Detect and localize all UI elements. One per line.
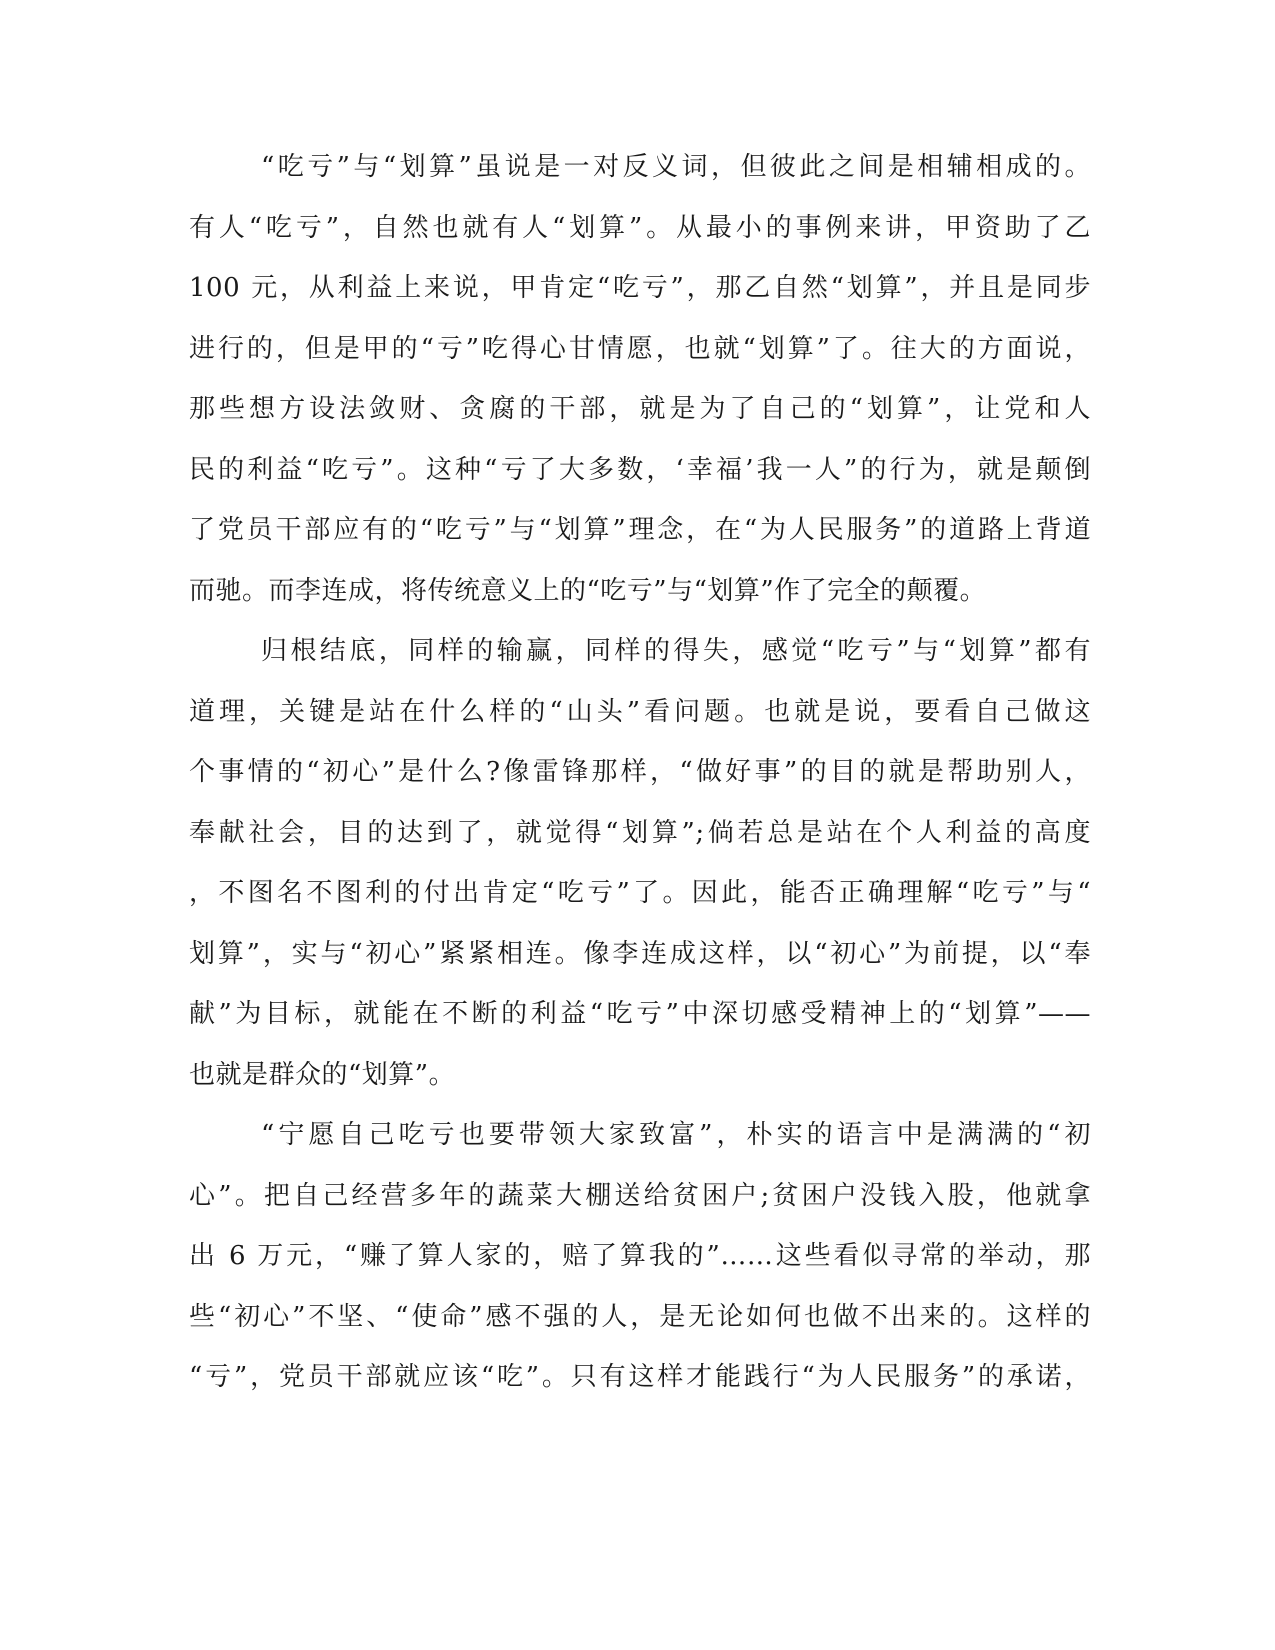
text-line: 100 元，从利益上来说，甲肯定“吃亏”，那乙自然“划算”，并且是同步 bbox=[189, 273, 1091, 303]
text-line: 奉献社会，目的达到了，就觉得“划算”;倘若总是站在个人利益的高度 bbox=[189, 817, 1091, 848]
text-line: 民的利益“吃亏”。这种“亏了大多数，‘幸福’我一人”的行为，就是颠倒 bbox=[189, 454, 1091, 485]
text-line: 而驰。而李连成，将传统意义上的“吃亏”与“划算”作了完全的颠覆。 bbox=[189, 575, 987, 606]
text-line: 道理，关键是站在什么样的“山头”看问题。也就是说，要看自己做这 bbox=[189, 696, 1091, 727]
text-line: 了党员干部应有的“吃亏”与“划算”理念，在“为人民服务”的道路上背道 bbox=[189, 515, 1091, 545]
text-line: 归根结底，同样的输赢，同样的得失，感觉“吃亏”与“划算”都有 bbox=[261, 636, 1091, 666]
text-line: 个事情的“初心”是什么?像雷锋那样，“做好事”的目的就是帮助别人， bbox=[189, 757, 1091, 787]
text-line: 心”。把自己经营多年的蔬菜大棚送给贫困户;贫困户没钱入股，他就拿 bbox=[189, 1180, 1091, 1211]
text-line: 进行的，但是甲的“亏”吃得心甘情愿，也就“划算”了。往大的方面说， bbox=[189, 333, 1091, 364]
text-line: “宁愿自己吃亏也要带领大家致富”，朴实的语言中是满满的“初 bbox=[261, 1120, 1091, 1150]
text-line: 那些想方设法敛财、贪腐的干部，就是为了自己的“划算”，让党和人 bbox=[189, 394, 1091, 424]
body-text bbox=[189, 137, 1091, 1408]
text-line: “吃亏”与“划算”虽说是一对反义词，但彼此之间是相辅相成的。 bbox=[261, 152, 1091, 182]
text-line: 也就是群众的“划算”。 bbox=[189, 1059, 456, 1090]
text-line: 些“初心”不坚、“使命”感不强的人，是无论如何也做不出来的。这样的 bbox=[189, 1301, 1091, 1332]
text-line: 献”为目标，就能在不断的利益“吃亏”中深切感受精神上的“划算”—— bbox=[189, 999, 1091, 1029]
text-line: 出 6 万元，“赚了算人家的，赔了算我的”……这些看似寻常的举动，那 bbox=[189, 1241, 1091, 1271]
text-line: 划算”，实与“初心”紧紧相连。像李连成这样，以“初心”为前提，以“奉 bbox=[189, 938, 1091, 969]
text-line: ，不图名不图利的付出肯定“吃亏”了。因此，能否正确理解“吃亏”与“ bbox=[189, 878, 1091, 908]
text-line: 有人“吃亏”，自然也就有人“划算”。从最小的事例来讲，甲资助了乙 bbox=[189, 212, 1091, 243]
text-line: “亏”，党员干部就应该“吃”。只有这样才能践行“为人民服务”的承诺， bbox=[189, 1362, 1091, 1392]
